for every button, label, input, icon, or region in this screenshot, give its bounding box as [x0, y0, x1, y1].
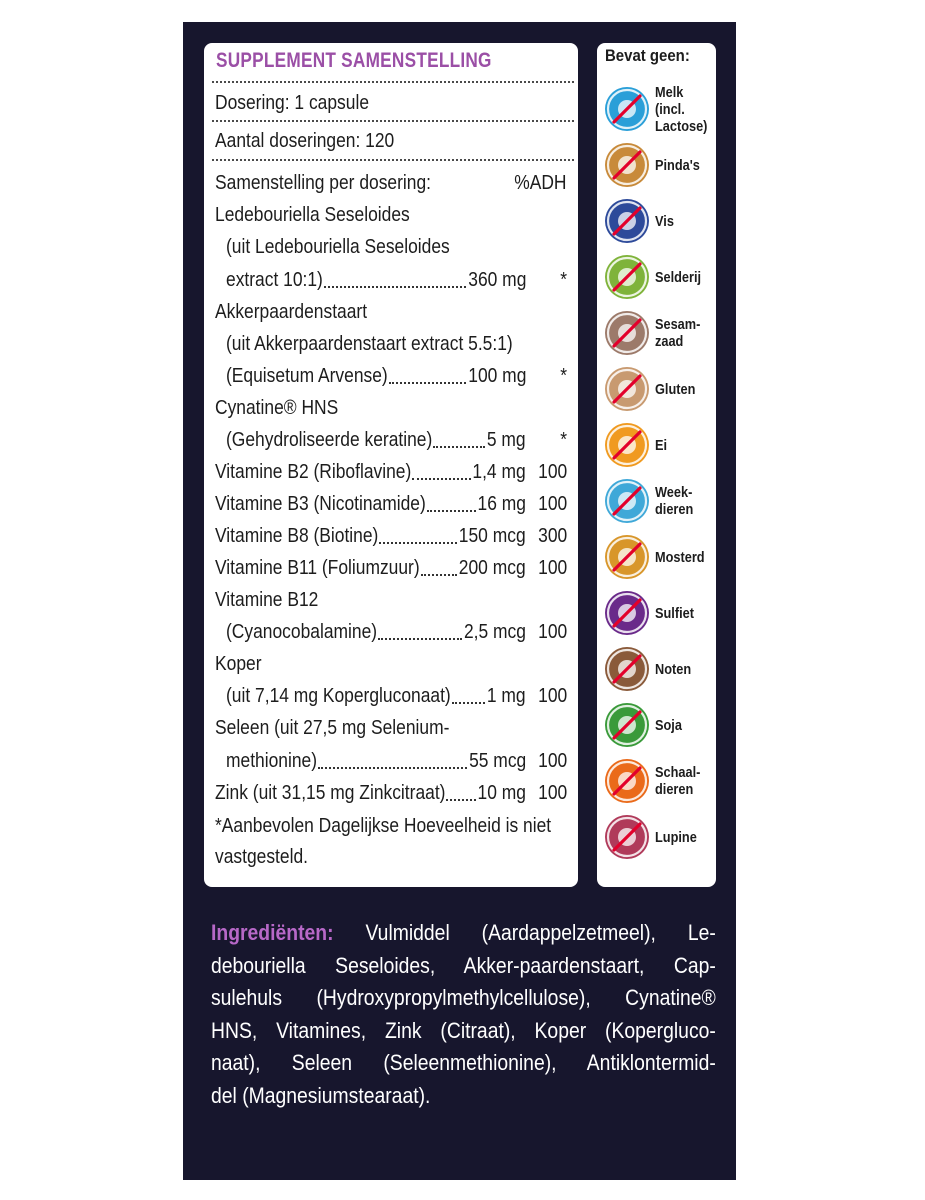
divider — [212, 81, 574, 83]
adh-value: * — [560, 364, 567, 387]
ingredient-amount: 150 mcg — [459, 524, 526, 547]
ingredient-name: Vitamine B8 (Biotine) — [215, 524, 379, 547]
composition-row — [226, 749, 317, 773]
ingredient-amount: 1 mg — [487, 684, 526, 707]
allergen-label: Schaal- dieren — [655, 764, 701, 798]
milk-icon — [605, 87, 649, 131]
ingredient-amount: 16 mg — [477, 492, 526, 515]
allergen-item — [603, 85, 713, 135]
ingredients-line: del (Magnesiumstearaat). — [211, 1082, 431, 1108]
adh-value: 100 — [537, 556, 567, 579]
ingredient-amount: 2,5 mcg — [464, 620, 526, 643]
dot-leader — [378, 638, 462, 640]
adh-value: * — [560, 428, 567, 451]
allergen-item — [603, 813, 713, 863]
dot-leader — [452, 702, 486, 704]
adh-value: 100 — [537, 492, 567, 515]
wheat-icon — [605, 367, 649, 411]
dot-leader — [433, 446, 485, 448]
composition-row — [226, 620, 377, 644]
ingredient-name: (Equisetum Arvense) — [226, 364, 388, 387]
ingredient-amount: 5 mg — [487, 428, 526, 451]
allergen-label: Selderij — [655, 268, 702, 286]
allergen-item — [603, 477, 713, 527]
adh-value: 100 — [537, 620, 567, 643]
ingredient-name: Koper — [215, 652, 262, 675]
fish-icon — [605, 199, 649, 243]
dose-count-row: Aantal doseringen: 120 — [215, 129, 395, 152]
ingredient-name: (Cyanocobalamine) — [226, 620, 378, 643]
dosage-row: Dosering: 1 capsule — [215, 91, 370, 114]
sulphite-icon — [605, 591, 649, 635]
mustard-icon — [605, 535, 649, 579]
ingredient-name: Vitamine B2 (Riboflavine) — [215, 460, 412, 483]
ingredients-line: sulehuls (Hydroxypropylmethylcellulose), Cynatine® — [211, 985, 716, 1010]
ingredient-name: extract 10:1) — [226, 268, 323, 291]
allergen-item — [603, 757, 713, 807]
allergen-label: Ei — [655, 436, 668, 454]
footnote: *Aanbevolen Dagelijkse Hoeveelheid is niet — [215, 814, 552, 837]
ingredients-label: Ingrediënten: — [211, 920, 334, 945]
adh-value: * — [560, 268, 567, 291]
ingredient-name: Seleen (uit 27,5 mg Selenium- — [215, 716, 450, 739]
composition-row — [215, 781, 445, 805]
allergen-label: Lupine — [655, 828, 697, 846]
ingredient-amount: 100 mg — [467, 364, 526, 387]
dot-leader — [421, 574, 457, 576]
ingredient-name: Vitamine B11 (Foliumzuur) — [215, 556, 420, 579]
ingredient-name: Zink (uit 31,15 mg Zinkcitraat) — [215, 781, 446, 804]
allergen-item — [603, 365, 713, 415]
dot-leader — [379, 542, 457, 544]
ingredient-name: Akkerpaardenstaart — [215, 300, 368, 323]
allergen-item — [603, 253, 713, 303]
composition-row — [226, 684, 451, 708]
ingredient-name: Ledebouriella Seseloides — [215, 203, 410, 226]
ingredients-line: Vulmiddel (Aardappelzetmeel), Le- — [333, 920, 716, 945]
per-dose-label: Samenstelling per dosering: — [215, 171, 432, 194]
adh-value: 100 — [537, 460, 567, 483]
divider — [212, 159, 574, 161]
composition-row — [215, 716, 449, 740]
divider — [212, 120, 574, 122]
allergen-label: Melk (incl. Lactose) — [655, 83, 708, 135]
allergen-item — [603, 645, 713, 695]
composition-row — [226, 364, 388, 388]
allergen-item — [603, 197, 713, 247]
composition-row — [226, 235, 450, 259]
ingredient-amount: 200 mcg — [459, 556, 526, 579]
composition-row — [215, 588, 318, 612]
composition-row — [215, 492, 426, 516]
allergen-title: Bevat geen: — [605, 46, 690, 65]
allergen-label: Sesam- zaad — [655, 316, 701, 350]
soy-icon — [605, 703, 649, 747]
ingredient-amount: 360 mg — [467, 268, 526, 291]
allergen-label: Gluten — [655, 380, 696, 398]
adh-value: 100 — [537, 684, 567, 707]
composition-row — [226, 428, 432, 452]
dot-leader — [389, 382, 466, 384]
allergen-label: Noten — [655, 660, 692, 678]
footnote-cont: vastgesteld. — [215, 845, 308, 868]
dot-leader — [427, 510, 476, 512]
lupin-icon — [605, 815, 649, 859]
dot-leader — [446, 799, 475, 801]
dot-leader — [412, 478, 470, 480]
crustacean-icon — [605, 759, 649, 803]
allergen-item — [603, 701, 713, 751]
sesame-icon — [605, 311, 649, 355]
adh-value: 100 — [537, 749, 567, 772]
card-title: SUPPLEMENT SAMENSTELLING — [216, 49, 492, 72]
allergen-label: Soja — [655, 716, 682, 734]
composition-row — [226, 268, 323, 292]
ingredient-name: methionine) — [226, 749, 318, 772]
mollusc-icon — [605, 479, 649, 523]
composition-row — [215, 524, 378, 548]
composition-row — [215, 556, 420, 580]
adh-value: 100 — [537, 781, 567, 804]
egg-icon — [605, 423, 649, 467]
ingredient-name: Vitamine B3 (Nicotinamide) — [215, 492, 426, 515]
allergen-label: Vis — [655, 212, 674, 230]
ingredient-amount: 1,4 mg — [472, 460, 526, 483]
nut-icon — [605, 647, 649, 691]
ingredients-line: HNS, Vitamines, Zink (Citraat), Koper (Kopergluco- — [211, 1017, 716, 1043]
adh-value: 300 — [537, 524, 567, 547]
ingredient-name: (uit 7,14 mg Kopergluconaat) — [226, 684, 451, 707]
dot-leader — [324, 286, 466, 288]
ingredient-name: Vitamine B12 — [215, 588, 319, 611]
allergen-label: Mosterd — [655, 548, 705, 566]
supplement-facts-card — [204, 43, 578, 887]
ingredients-text — [211, 917, 716, 1112]
composition-row — [215, 203, 410, 227]
allergen-label: Pinda's — [655, 156, 700, 174]
allergen-item — [603, 309, 713, 359]
ingredient-amount: 55 mcg — [468, 749, 526, 772]
composition-row — [215, 300, 367, 324]
adh-header: %ADH — [514, 171, 567, 194]
ingredients-line: naat), Seleen (Seleenmethionine), Antiklontermid- — [211, 1050, 716, 1075]
allergen-label: Week- dieren — [655, 484, 694, 518]
allergen-item — [603, 533, 713, 583]
composition-row — [215, 460, 411, 484]
ingredients-line: debouriella Seseloides, Akker-paardenstaart, Cap- — [211, 952, 716, 978]
peanut-icon — [605, 143, 649, 187]
ingredient-name: (uit Akkerpaardenstaart extract 5.5:1) — [226, 332, 513, 355]
composition-row — [226, 332, 513, 356]
allergen-panel — [597, 43, 716, 887]
ingredient-amount: 10 mg — [477, 781, 526, 804]
allergen-item — [603, 141, 713, 191]
celery-icon — [605, 255, 649, 299]
composition-row — [215, 396, 338, 420]
dot-leader — [318, 767, 467, 769]
composition-row — [215, 652, 262, 676]
ingredient-name: (uit Ledebouriella Seseloides — [226, 235, 450, 258]
ingredient-name: Cynatine® HNS — [215, 396, 339, 419]
ingredient-name: (Gehydroliseerde keratine) — [226, 428, 433, 451]
allergen-item — [603, 421, 713, 471]
allergen-label: Sulfiet — [655, 604, 694, 622]
allergen-item — [603, 589, 713, 639]
